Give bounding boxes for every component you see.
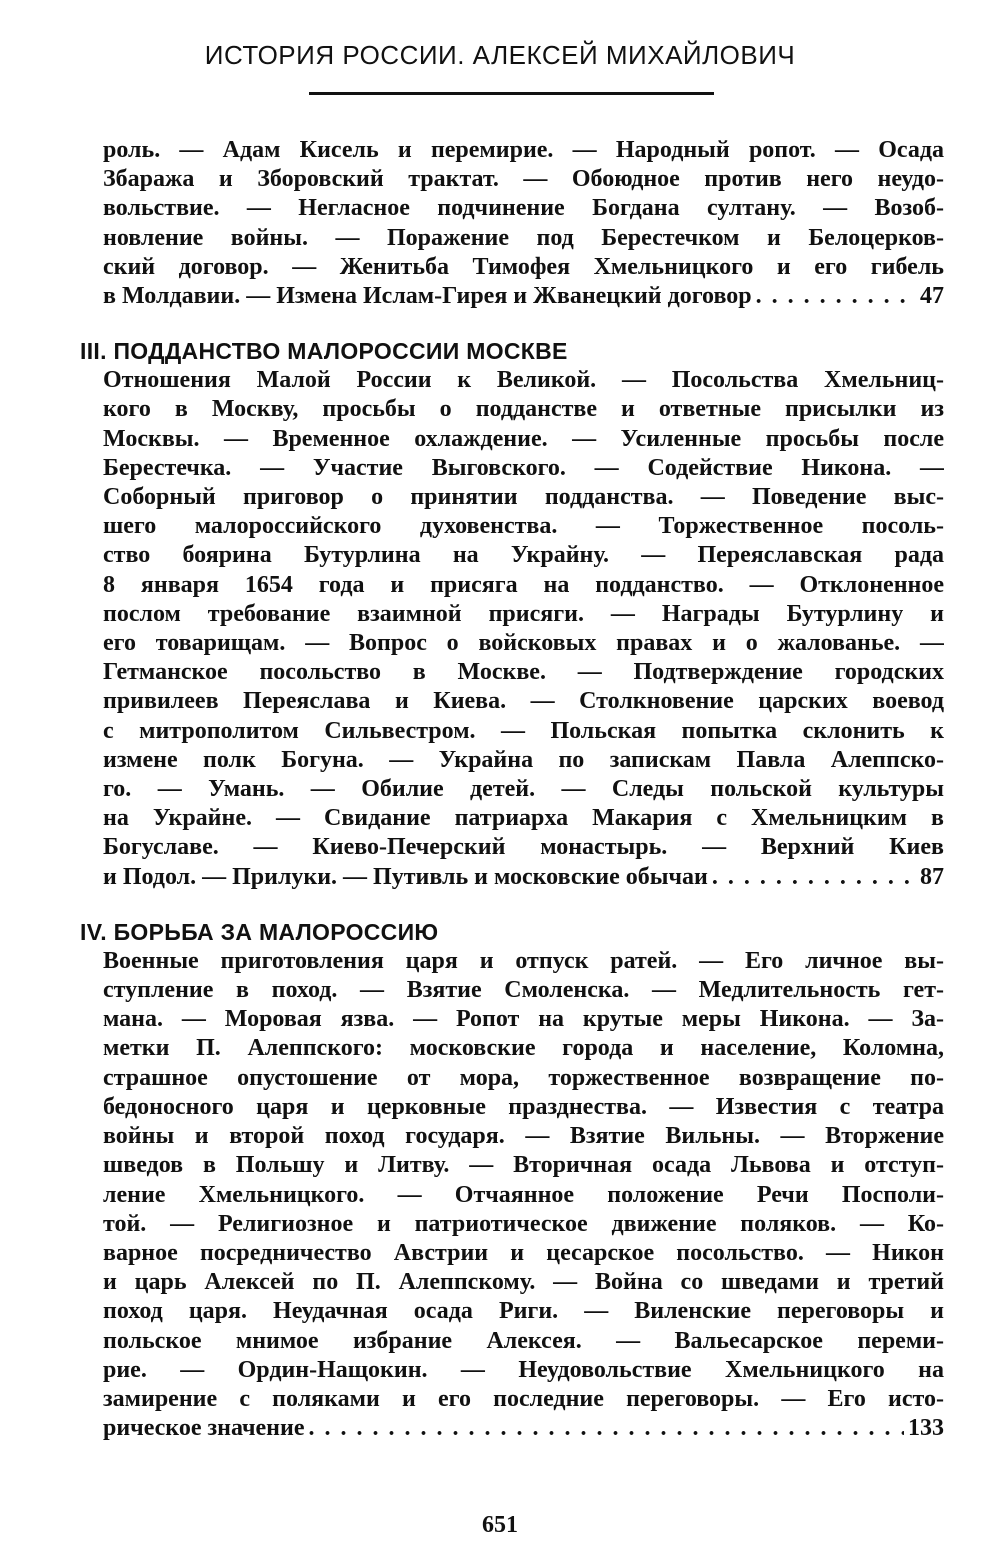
toc-line: рие. — Ордин-Нащокин. — Неудовольствие Хмельницкого на — [103, 1356, 944, 1383]
toc-section — [80, 918, 944, 1443]
toc-line: польское мнимое избрание Алексея. — Вальесарское переми- — [103, 1327, 944, 1354]
toc-line: Отношения Малой России к Великой. — Посольства Хмельниц- — [103, 367, 944, 394]
toc-line: мана. — Моровая язва. — Ропот на крутые меры Никона. — За- — [103, 1006, 944, 1033]
toc-page-ref: 87 — [920, 863, 944, 890]
toc-line: новление войны. — Поражение под Берестечком и Белоцерков- — [103, 224, 944, 251]
toc-line: привилеев Переяслава и Киева. — Столкновение царских воевод — [103, 688, 944, 715]
toc-line: ство боярина Бутурлина на Украйну. — Переяславская рада — [103, 542, 944, 569]
toc-entry — [103, 947, 944, 1443]
toc-line: рическое значение — [103, 1415, 305, 1442]
page-number: 651 — [482, 1512, 518, 1538]
toc-line: и царь Алексей по П. Алеппскому. — Война со шведами и третий — [103, 1269, 944, 1296]
toc-line: замирение с поляками и его последние переговоры. — Его исто- — [103, 1385, 944, 1412]
toc-line: его товарищам. — Вопрос о войсковых правах и о жалованье. — — [103, 630, 944, 657]
toc-line: той. — Религиозное и патриотическое движение поляков. — Ко- — [103, 1210, 944, 1237]
toc-line: Москвы. — Временное охлаждение. — Усиленные просьбы после — [103, 425, 944, 452]
header-rule — [309, 92, 714, 95]
toc-line: измене полк Богуна. — Украйна по запискам Павла Алеппско- — [103, 746, 944, 773]
toc-page-ref: 47 — [920, 283, 944, 310]
toc-line: ступление в поход. — Взятие Смоленска. — Медлительность гет- — [103, 977, 944, 1004]
dot-leader — [308, 1414, 904, 1443]
toc-line: войны и второй поход государя. — Взятие Вильны. — Вторжение — [103, 1123, 944, 1150]
toc-line: послом требование взаимной присяги. — Награды Бутурлину и — [103, 600, 944, 627]
toc-line: и Подол. — Прилуки. — Путивль и московские обычаи — [103, 863, 708, 890]
toc-line: Гетманское посольство в Москве. — Подтверждение городских — [103, 659, 944, 686]
toc-line: с митрополитом Сильвестром. — Польская попытка склонить к — [103, 717, 944, 744]
section-heading: IV. БОРЬБА ЗА МАЛОРОССИЮ — [80, 918, 439, 945]
toc-line: шего малороссийского духовенства. — Торжественное посоль- — [103, 513, 944, 540]
toc-line: в Молдавии. — Измена Ислам-Гирея и Жванецкий договор — [103, 283, 752, 310]
toc-line: вольствие. — Негласное подчинение Богдана султану. — Возоб- — [103, 195, 944, 222]
dot-leader — [756, 282, 916, 311]
toc-page-ref: 133 — [908, 1415, 944, 1442]
toc-line: шведов в Польшу и Литву. — Вторичная осада Львова и отступ- — [103, 1152, 944, 1179]
toc-line: ский договор. — Женитьба Тимофея Хмельницкого и его гибель — [103, 253, 944, 280]
toc-line: Збаража и Зборовский трактат. — Обоюдное против него неудо- — [103, 166, 944, 193]
toc-line: роль. — Адам Кисель и перемирие. — Народный ропот. — Осада — [103, 137, 944, 163]
toc-line: го. — Умань. — Обилие детей. — Следы польской культуры — [103, 776, 944, 803]
toc-last-line — [103, 282, 944, 311]
toc-last-line — [103, 863, 944, 892]
toc-section — [80, 337, 944, 892]
toc-line: поход царя. Неудачная осада Риги. — Виленские переговоры и — [103, 1298, 944, 1325]
toc-entry — [103, 366, 944, 892]
toc-line: Богуславе. — Киево-Печерский монастырь. — Верхний Киев — [103, 834, 944, 861]
toc-line: кого в Москву, просьбы о подданстве и ответные присылки из — [103, 396, 944, 423]
toc-line: варное посредничество Австрии и цесарское посольство. — Никон — [103, 1239, 944, 1266]
toc-line: бедоносного царя и церковные празднества. — Известия с театра — [103, 1093, 944, 1120]
section-heading: III. ПОДДАНСТВО МАЛОРОССИИ МОСКВЕ — [80, 338, 568, 365]
running-title: ИСТОРИЯ РОССИИ. АЛЕКСЕЙ МИХАЙЛОВИЧ — [204, 40, 796, 70]
toc-line: Берестечка. — Участие Выговского. — Содействие Никона. — — [103, 454, 944, 481]
toc-line: метки П. Алеппского: московские города и население, Коломна, — [103, 1035, 944, 1062]
toc-continuation-entry — [103, 136, 944, 311]
toc-line: страшное опустошение от мора, торжественное возвращение по- — [103, 1064, 944, 1091]
toc-line: ление Хмельницкого. — Отчаянное положение Речи Посполи- — [103, 1181, 944, 1208]
toc-line: на Украйне. — Свидание патриарха Макария с Хмельницким в — [103, 805, 944, 832]
toc-line: 8 января 1654 года и присяга на подданство. — Отклоненное — [103, 571, 944, 598]
toc-last-line — [103, 1414, 944, 1443]
toc-content — [80, 136, 944, 1443]
dot-leader — [712, 863, 916, 892]
toc-line: Соборный приговор о принятии подданства. — Поведение выс- — [103, 484, 944, 511]
toc-line: Военные приготовления царя и отпуск ратей. — Его личное вы- — [103, 947, 944, 974]
